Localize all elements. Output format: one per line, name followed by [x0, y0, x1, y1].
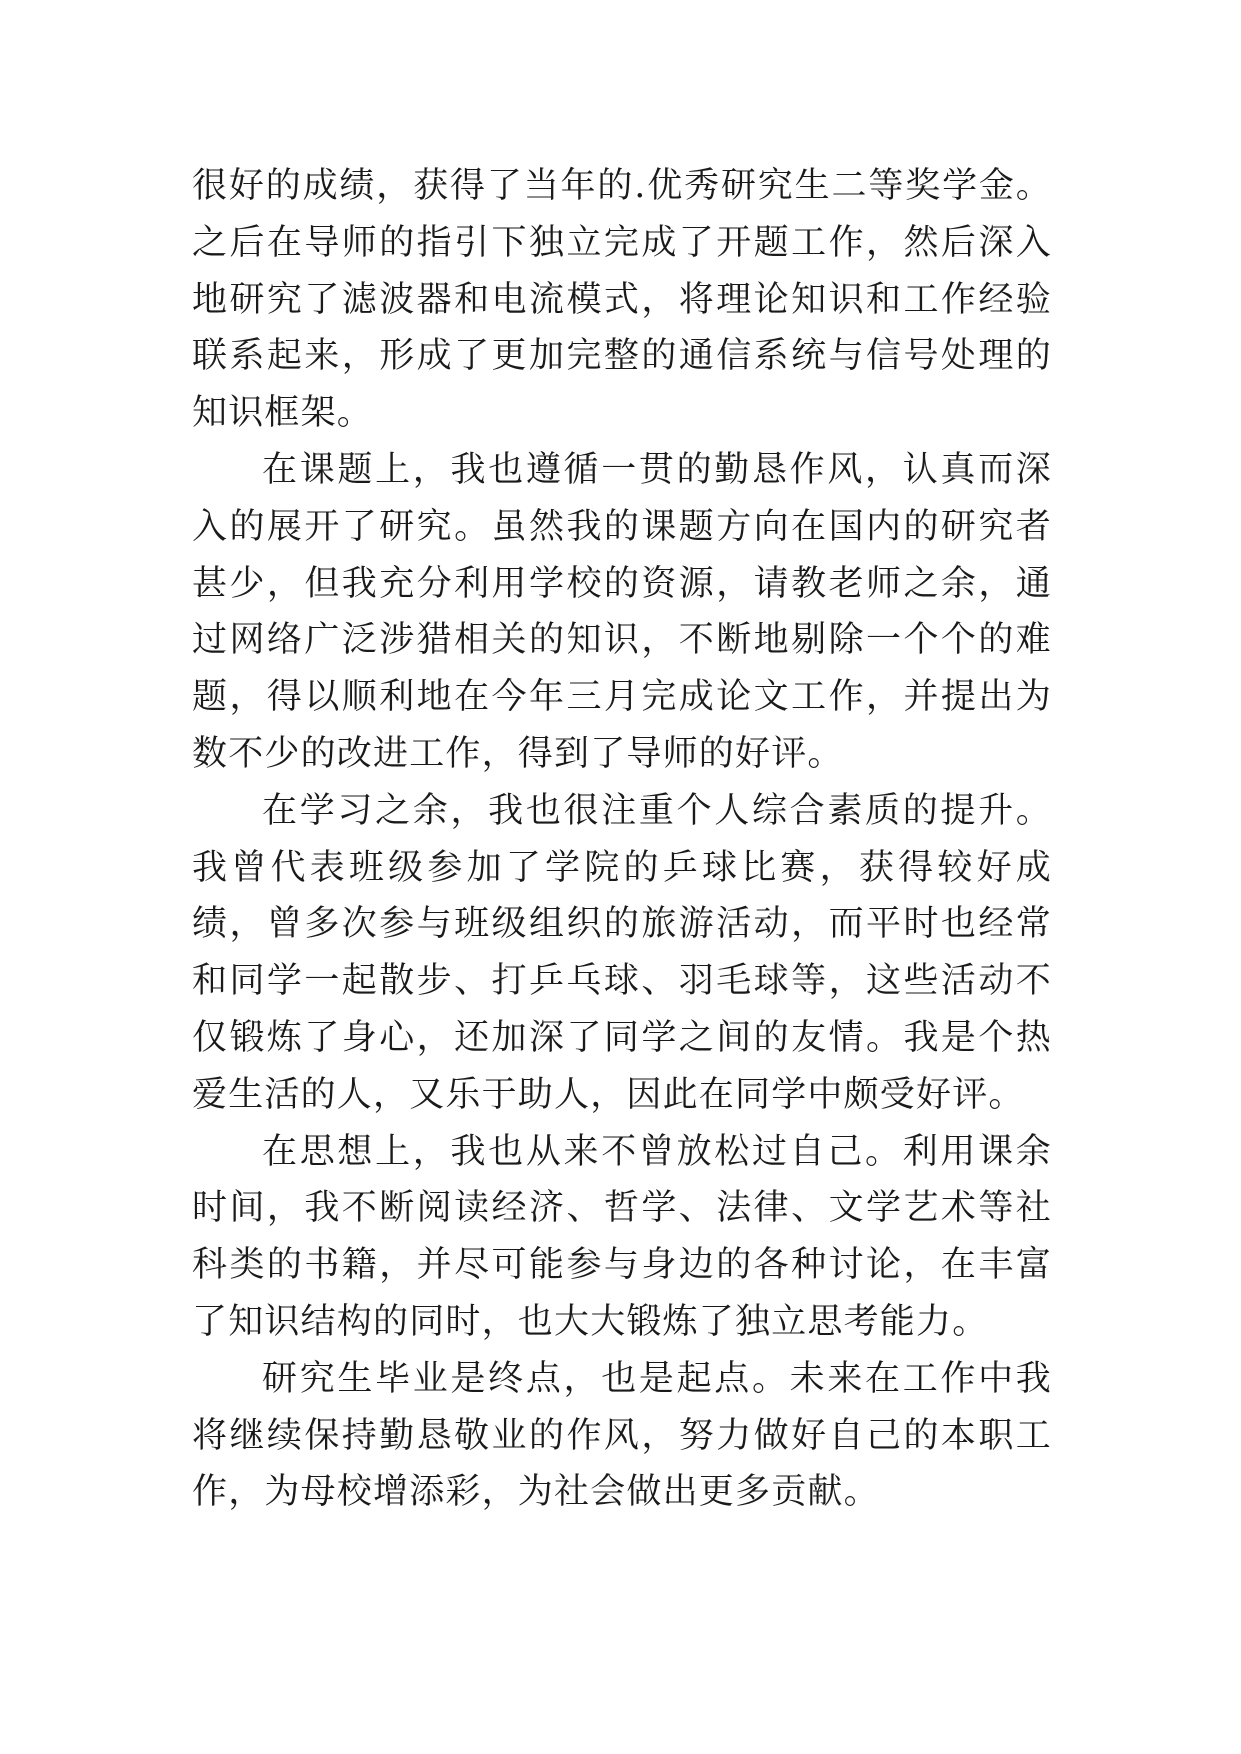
paragraph-4: 在思想上，我也从来不曾放松过自己。利用课余时间，我不断阅读经济、哲学、法律、文学艺术等社科类的书籍，并尽可能参与身边的各种讨论，在丰富了知识结构的同时，也大大锻炼了独立思考能力。 — [192, 1131, 1052, 1342]
paragraph-3: 在学习之余，我也很注重个人综合素质的提升。我曾代表班级参加了学院的乒球比赛，获得较好成绩，曾多次参与班级组织的旅游活动，而平时也经常和同学一起散步、打乒乓球、羽毛球等，这些活动不仅锻炼了身心，还加深了同学之间的友情。我是个热爱生活的人，又乐于助人，因此在同学中颇受好评。 — [192, 790, 1052, 1115]
paragraph-5: 研究生毕业是终点，也是起点。未来在工作中我将继续保持勤恳敬业的作风，努力做好自己的本职工作，为母校增添彩，为社会做出更多贡献。 — [192, 1358, 1052, 1513]
paragraph-2: 在课题上，我也遵循一贯的勤恳作风，认真而深入的展开了研究。虽然我的课题方向在国内的研究者甚少，但我充分利用学校的资源，请教老师之余，通过网络广泛涉猎相关的知识，不断地剔除一个个的难题，得以顺利地在今年三月完成论文工作，并提出为数不少的改进工作，得到了导师的好评。 — [192, 449, 1052, 774]
document-body — [192, 158, 1052, 1521]
paragraph-1: 很好的成绩，获得了当年的.优秀研究生二等奖学金。之后在导师的指引下独立完成了开题工作，然后深入地研究了滤波器和电流模式，将理论知识和工作经验联系起来，形成了更加完整的通信系统与信号处理的知识框架。 — [192, 166, 1052, 434]
